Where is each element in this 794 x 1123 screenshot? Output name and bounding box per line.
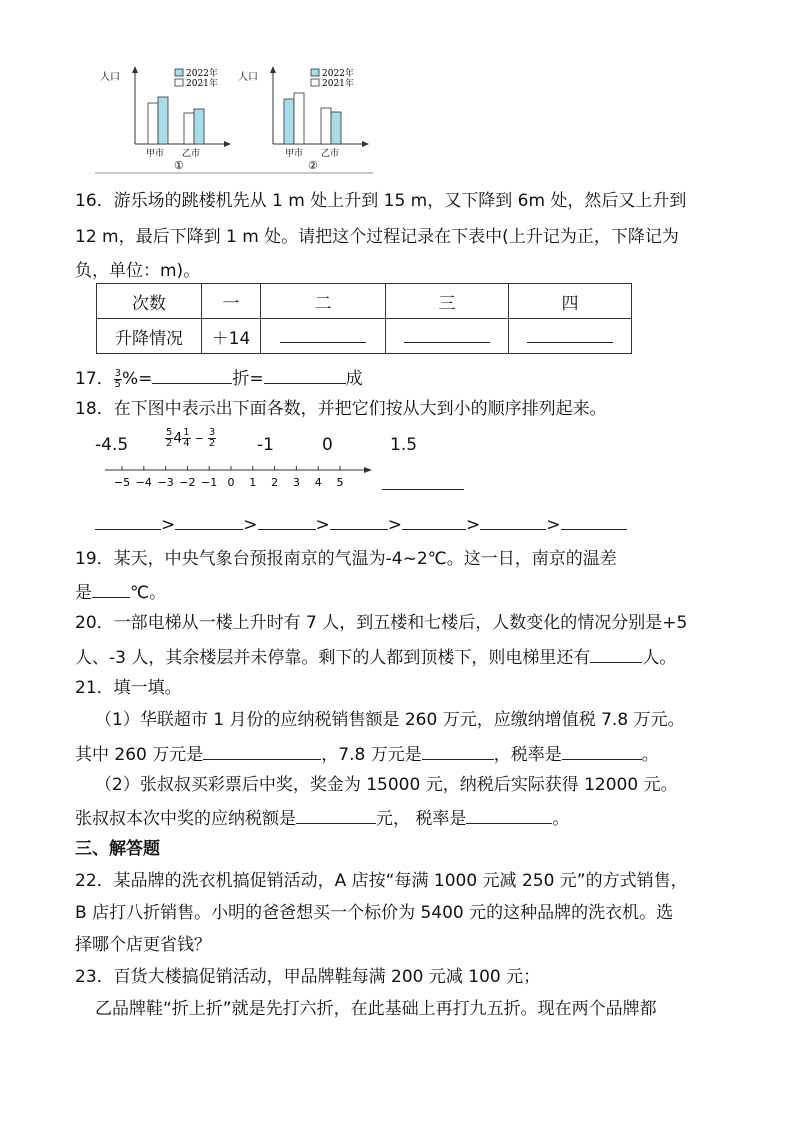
number-line-tick-label: 5 — [336, 476, 344, 489]
q18-text: 18．在下图中表示出下面各数，并把它们按从大到小的顺序排列起来。 — [75, 399, 607, 419]
answer-blank[interactable] — [296, 806, 376, 824]
answer-blank[interactable] — [264, 366, 346, 384]
bar-yi-2021 — [184, 113, 194, 144]
number-line-tick-label: 3 — [292, 476, 300, 489]
legend-2022: 2022年 — [186, 69, 218, 79]
q22-line-3: 择哪个店更省钱？ — [75, 935, 211, 955]
q22-line-2: B 店打八折销售。小明的爸爸想买一个标价为 5400 元的这种品牌的洗衣机。选 — [75, 903, 674, 923]
legend-swatch-2022 — [175, 69, 183, 76]
number-item: -4.5 — [95, 435, 129, 455]
q21-part2-line-1: （2）张叔叔买彩票后中奖，奖金为 15000 元，纳税后实际获得 12000 元。 — [95, 775, 678, 795]
fraction-denominator: 4 — [183, 438, 190, 449]
fraction — [182, 428, 190, 449]
number-line — [100, 462, 380, 492]
q18-order-row — [95, 512, 627, 536]
bar-jia-2022 — [158, 97, 168, 144]
number-line-tick-label: −5 — [113, 476, 131, 489]
text: 张叔叔本次中奖的应纳税额是 — [75, 809, 296, 829]
q16-table — [96, 283, 632, 354]
table-header: 二 — [261, 284, 386, 319]
answer-blank[interactable] — [466, 806, 552, 824]
legend-2021: 2021年 — [186, 79, 218, 89]
number-line-tick-label: 2 — [271, 476, 279, 489]
table-row — [97, 284, 632, 319]
x-axis-arrow-icon — [224, 141, 231, 147]
answer-blank[interactable] — [92, 580, 130, 598]
y-axis-label: 人口 — [238, 72, 258, 83]
q19-line-2 — [75, 580, 166, 604]
category-yi: 乙市 — [321, 149, 340, 159]
table-header: 四 — [509, 284, 632, 319]
number-item: 1.5 — [390, 435, 418, 455]
q23-line-1: 23．百货大楼搞促销活动，甲品牌鞋每满 200 元减 100 元； — [75, 967, 541, 987]
answer-blank[interactable] — [175, 512, 243, 530]
q16-line-2: 12 m，最后下降到 1 m 处。请把这个过程记录在下表中(上升记为正，下降记为 — [75, 227, 679, 247]
q17-line — [75, 366, 363, 390]
answer-blank[interactable] — [590, 645, 642, 663]
fraction-numerator: 5 — [166, 427, 173, 438]
y-axis-label: 人口 — [100, 72, 120, 83]
fraction-denominator: 2 — [208, 438, 216, 449]
answer-blank[interactable] — [152, 366, 232, 384]
q17-percent: %= — [122, 369, 153, 389]
greater-than: > — [315, 515, 330, 535]
number-line-ticks — [114, 466, 344, 489]
q20-prefix: 人、-3 人，其余楼层并未停靠。剩下的人都到顶楼下，则电梯里还有 — [75, 648, 591, 668]
minus-sign: − — [194, 432, 204, 445]
answer-blank[interactable] — [258, 512, 316, 530]
figure-2 — [238, 66, 369, 172]
q17-zhe: 折= — [232, 369, 264, 389]
q19-suffix: ℃。 — [130, 583, 167, 603]
answer-cell-3 — [386, 319, 509, 354]
figure-1 — [100, 66, 231, 172]
q20-line-2 — [75, 645, 676, 669]
number-line-tick-label: −2 — [179, 476, 196, 489]
text: 元， 税率是 — [376, 809, 467, 829]
bar-chart-figures — [95, 60, 375, 175]
greater-than: > — [161, 515, 176, 535]
text: 。 — [641, 745, 659, 765]
fraction — [208, 428, 216, 449]
number-line-tick-label: −1 — [201, 476, 218, 489]
answer-blank[interactable] — [382, 472, 464, 490]
text: 其中 260 万元是 — [75, 745, 204, 765]
q21-title: 21．填一填。 — [75, 678, 182, 698]
answer-blank[interactable] — [561, 512, 627, 530]
section-heading: 三、解答题 — [75, 839, 160, 859]
fraction-numerator: 1 — [183, 427, 190, 438]
number-line-arrow-icon — [364, 467, 372, 473]
q17-fraction — [114, 369, 122, 390]
answer-blank[interactable] — [203, 742, 321, 760]
category-jia: 甲市 — [146, 149, 165, 159]
bar-yi-2021 — [321, 108, 331, 144]
answer-blank[interactable] — [562, 742, 642, 760]
q18-number-list — [95, 434, 128, 456]
bar-yi-2022 — [331, 112, 341, 144]
q21-part2-line-2 — [75, 806, 569, 830]
number-item: 0 — [322, 435, 333, 455]
q20-suffix: 人。 — [642, 648, 677, 668]
figure-caption: ① — [174, 159, 184, 172]
answer-blank[interactable] — [402, 512, 466, 530]
greater-than: > — [466, 515, 481, 535]
answer-blank[interactable] — [480, 512, 546, 530]
answer-cell-4 — [509, 319, 632, 354]
text: 。 — [552, 809, 570, 829]
greater-than: > — [546, 515, 561, 535]
legend-2022: 2022年 — [322, 69, 354, 79]
number-line-tick-label: 0 — [227, 476, 235, 489]
fraction-denominator: 2 — [166, 438, 173, 449]
table-header: 一 — [202, 284, 261, 319]
x-axis-arrow-icon — [362, 141, 369, 147]
q17-prefix: 17． — [75, 369, 114, 389]
table-row — [97, 319, 632, 354]
bar-jia-2022 — [284, 99, 294, 144]
q21-part1-line-2 — [75, 742, 659, 766]
category-yi: 乙市 — [182, 149, 201, 159]
q18-fraction-group — [165, 428, 216, 449]
bar-jia-2021 — [294, 93, 304, 144]
q23-line-2: 乙品牌鞋“折上折”就是先打六折，在此基础上再打九五折。现在两个品牌都 — [95, 999, 657, 1019]
answer-blank[interactable] — [330, 512, 388, 530]
legend-2021: 2021年 — [322, 79, 354, 89]
text: ，税率是 — [493, 745, 562, 765]
fraction-numerator: 3 — [208, 427, 216, 438]
answer-blank[interactable] — [422, 742, 494, 760]
q17-cheng: 成 — [345, 369, 363, 389]
bar-yi-2022 — [194, 109, 204, 144]
answer-cell-2 — [261, 319, 386, 354]
q20-line-1: 20．一部电梯从一楼上升时有 7 人，到五楼和七楼后，人数变化的情况分别是+5 — [75, 613, 688, 633]
number-item: -1 — [257, 435, 274, 455]
q16-line-1: 16．游乐场的跳楼机先从 1 m 处上升到 15 m，又下降到 6m 处，然后又上升到 — [75, 191, 687, 211]
greater-than: > — [243, 515, 258, 535]
answer-blank[interactable] — [404, 324, 490, 343]
y-axis-arrow-icon — [132, 66, 138, 73]
fraction-numerator: 3 — [114, 367, 122, 379]
mixed-whole: 4 — [173, 430, 183, 447]
number-line-tick-label: 1 — [249, 476, 257, 489]
q18-answer-line[interactable] — [382, 472, 464, 495]
text: ，7.8 万元是 — [321, 745, 422, 765]
q22-line-1: 22．某品牌的洗衣机搞促销活动，A 店按“每满 1000 元减 250 元”的方式销售， — [75, 871, 688, 891]
row-first-value: ＋14 — [202, 319, 261, 354]
legend-swatch-2021 — [311, 79, 319, 86]
bar-jia-2021 — [148, 103, 158, 144]
number-line-tick-label: −3 — [157, 476, 174, 489]
q16-line-3: 负，单位：m)。 — [75, 261, 201, 281]
q21-part1-line-1: （1）华联超市 1 月份的应纳税销售额是 260 万元，应缴纳增值税 7.8 万元。 — [95, 710, 685, 730]
legend-swatch-2022 — [311, 69, 319, 76]
answer-blank[interactable] — [280, 324, 366, 343]
answer-blank[interactable] — [527, 324, 613, 343]
answer-blank[interactable] — [95, 512, 161, 530]
greater-than: > — [387, 515, 402, 535]
fraction-denominator: 5 — [114, 378, 122, 390]
row-label: 升降情况 — [97, 319, 202, 354]
table-header: 三 — [386, 284, 509, 319]
category-jia: 甲市 — [285, 149, 304, 159]
q19-prefix: 是 — [75, 583, 92, 603]
number-line-tick-label: −4 — [135, 476, 152, 489]
table-header: 次数 — [97, 284, 202, 319]
legend-swatch-2021 — [175, 79, 183, 86]
number-line-tick-label: 4 — [314, 476, 322, 489]
y-axis-arrow-icon — [270, 66, 276, 73]
figure-caption: ② — [308, 159, 318, 172]
q19-line-1: 19．某天，中央气象台预报南京的气温为-4~2℃。这一日，南京的温差 — [75, 549, 617, 569]
